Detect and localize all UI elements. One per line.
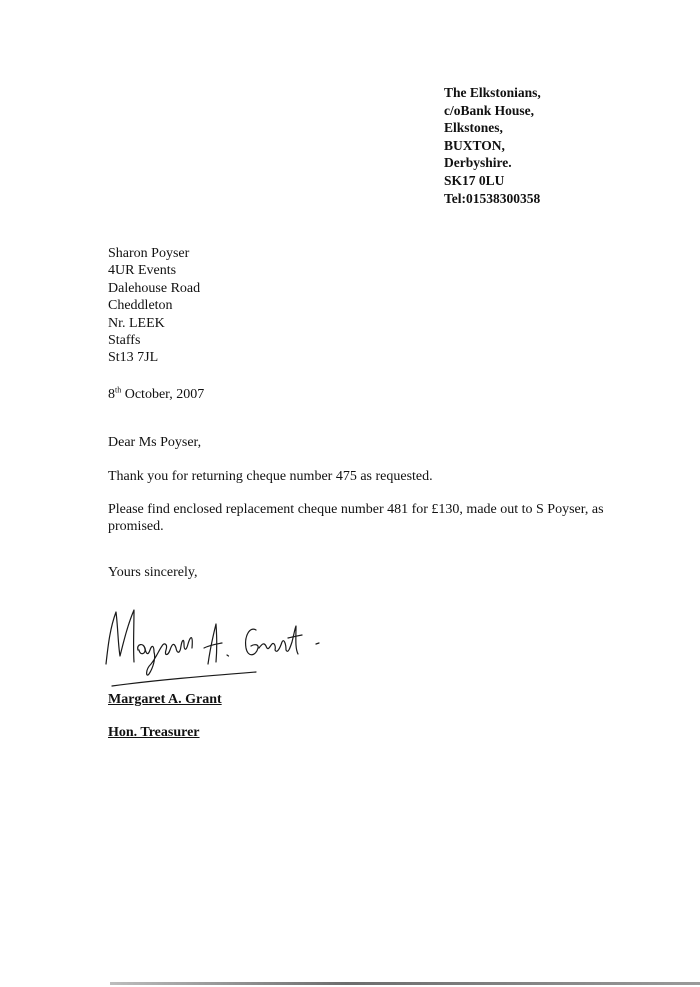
closing: Yours sincerely, <box>108 565 198 580</box>
sender-address-line: c/oBank House, <box>444 102 535 118</box>
sender-address-line: The Elkstonians, <box>444 85 541 100</box>
recipient-address <box>108 245 200 367</box>
recipient-address-line: Staffs <box>108 333 141 349</box>
handwritten-signature <box>96 598 336 690</box>
signer-name: Margaret A. Grant <box>108 692 222 707</box>
sender-phone: Tel:01538300358 <box>444 190 541 206</box>
sender-address <box>444 84 541 207</box>
recipient-postcode: St13 7JL <box>108 350 159 366</box>
signer-title: Hon. Treasurer <box>108 725 200 740</box>
recipient-name: Sharon Poyser <box>108 246 190 261</box>
date-suffix: th <box>115 385 122 395</box>
recipient-address-line: Nr. LEEK <box>108 315 165 331</box>
body-paragraph: Please find enclosed replacement cheque number 481 for £130, made out to S Poyser, as promised. <box>108 502 604 534</box>
letter-date <box>108 387 204 403</box>
recipient-address-line: Cheddleton <box>108 298 173 314</box>
recipient-address-line: Dalehouse Road <box>108 280 201 296</box>
date-day: 8 <box>108 387 115 402</box>
sender-address-line: Elkstones, <box>444 120 503 136</box>
page-edge-shadow <box>110 982 700 985</box>
sender-address-line: SK17 0LU <box>444 172 505 188</box>
recipient-address-line: 4UR Events <box>108 263 177 279</box>
body-paragraph: Thank you for returning cheque number 475 as requested. <box>108 469 433 484</box>
date-month-year: October, 2007 <box>121 387 205 402</box>
sender-address-line: BUXTON, <box>444 137 505 153</box>
salutation: Dear Ms Poyser, <box>108 435 202 450</box>
sender-address-line: Derbyshire. <box>444 155 512 171</box>
